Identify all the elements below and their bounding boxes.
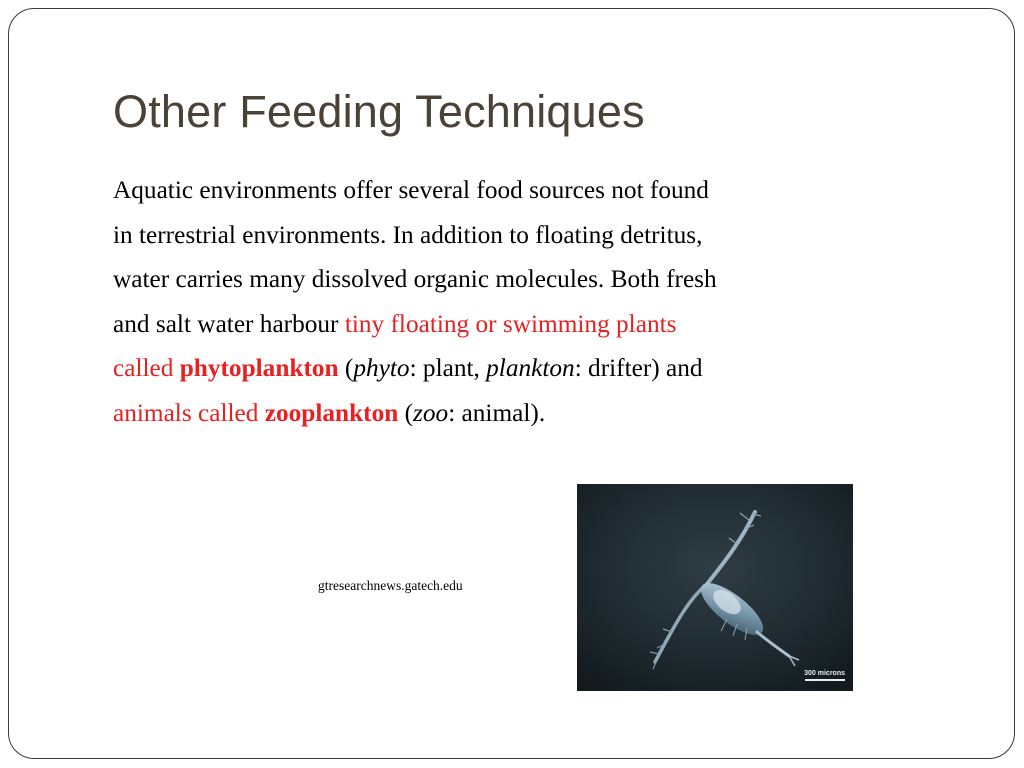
body-line-3: water carries many dissolved organic molecules. Both fresh xyxy=(113,265,717,293)
body-line-4 xyxy=(113,302,923,347)
term-plankton: plankton xyxy=(486,354,575,382)
body-text-segment: ( xyxy=(338,354,354,382)
body-text-segment: : animal). xyxy=(448,398,546,427)
body-line-1: Aquatic environments offer several food sources not found xyxy=(113,176,709,204)
highlight-phrase-plants: tiny floating or swimming plants xyxy=(344,309,677,338)
body-line-2: in terrestrial environments. In addition to floating detritus, xyxy=(113,220,703,249)
term-phyto: phyto xyxy=(353,354,410,382)
term-zoo: zoo xyxy=(413,398,449,427)
highlight-phrase-animals: animals called xyxy=(113,398,265,427)
scale-label: 300 microns xyxy=(804,670,845,677)
scale-bar xyxy=(805,679,845,681)
body-text-segment: ( xyxy=(398,398,414,427)
body-text-segment: : plant, xyxy=(409,354,487,382)
body-line-6 xyxy=(113,391,923,436)
zooplankton-photo xyxy=(577,484,853,691)
highlight-phrase-called: called xyxy=(113,354,180,382)
body-text-segment: : drifter) and xyxy=(574,354,703,382)
body-paragraph xyxy=(113,168,923,435)
body-line-5 xyxy=(113,346,923,391)
copepod-illustration xyxy=(577,484,853,691)
body-text-segment: and salt water harbour xyxy=(113,309,345,338)
slide-title: Other Feeding Techniques xyxy=(113,86,645,137)
term-zooplankton: zooplankton xyxy=(264,398,399,427)
term-phytoplankton: phytoplankton xyxy=(179,354,339,382)
image-source-caption: gtresearchnews.gatech.edu xyxy=(318,578,463,593)
